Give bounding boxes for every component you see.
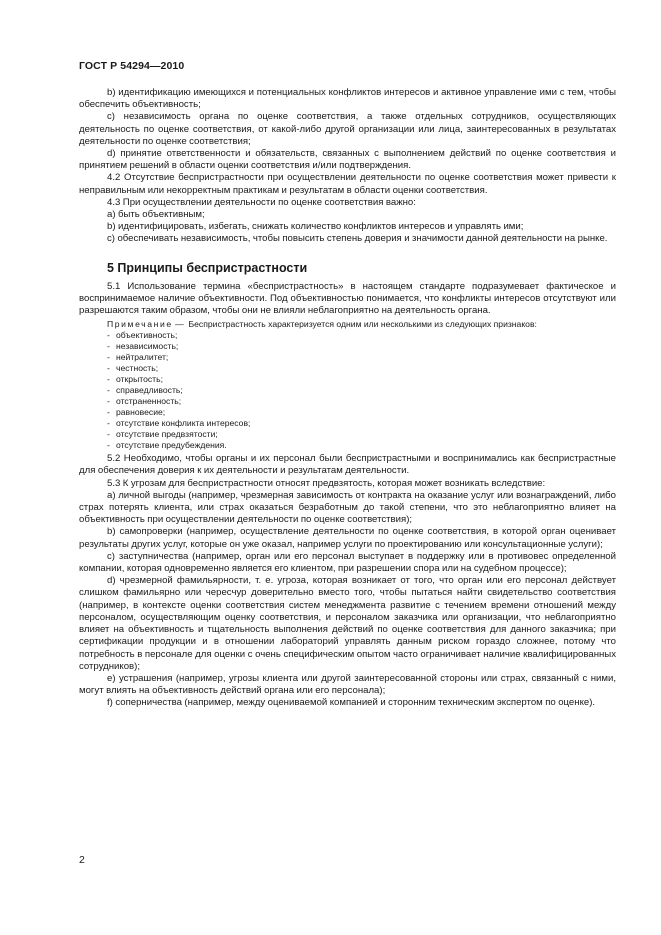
paragraph: c) обеспечивать независимость, чтобы повысить степень доверия и значимости данной деятельности на рынке.: [107, 233, 608, 245]
document-header: ГОСТ Р 54294—2010: [79, 60, 185, 72]
paragraph: 4.3 При осуществлении деятельности по оценке соответствия важно:: [107, 196, 416, 208]
list-item: - отсутствие предвзятости;: [107, 429, 616, 440]
list-item: - объективность;: [107, 330, 616, 341]
list-item: - независимость;: [107, 341, 616, 352]
spacer: [79, 246, 616, 260]
page-number: 2: [79, 854, 85, 866]
list-item: - нейтралитет;: [107, 352, 616, 363]
paragraph: d) принятие ответственности и обязательств, связанных с выполнением действий по оценке соответствия и принятием решений в области оценки соответствия и/или подтверждения.: [79, 148, 616, 172]
list-item: - честность;: [107, 363, 616, 374]
paragraph: c) независимость органа по оценке соответствия, а также отдельных сотрудников, осуществляющих деятельность по оценке соответствия, от какой-либо другой организации или лица, заинтересованных в результатах деятельности по оценке соответствия;: [79, 111, 616, 147]
paragraph: 5.3 К угрозам для беспристрастности относят предвзятость, которая может возникать вследствие:: [107, 477, 546, 489]
paragraph: 5.1 Использование термина «беспристрастность» в настоящем стандарте подразумевает фактическое и воспринимаемое наличие объективности. Под объективностью понимается, что конфликты интересов отсутствуют или разрешаются таким образом, чтобы они не влияли неблагоприятно на деятельность органа.: [79, 280, 616, 317]
paragraph: e) устрашения (например, угрозы клиента или другой заинтересованной стороны или страх, связанный с ними, могут влиять на объективность действий органа или его персонала);: [79, 672, 616, 697]
paragraph: 5.2 Необходимо, чтобы органы и их персонал были беспристрастными и воспринимались как беспристрастные для обеспечения доверия к их деятельности и результатам деятельности.: [79, 453, 616, 477]
paragraph: d) чрезмерной фамильярности, т. е. угроза, которая возникает от того, что орган или его персонал действует слишком фамильярно или чересчур доверительно вместо того, чтобы пытаться найти свидетельство соответствия (например, в контексте оценки соответствия систем менеджмента развитие с течением времени отношений между персоналом, осуществляющим оценку соответствия, и персоналом заказчика или организации, что неблагоприятно влияет на объективность и тщательность выполнения действий по оценке соответствия для данного заказчика; при сертификации продукции и в отношении лабораторий управлять данным риском гораздо сложнее, потому что потребность в персонале для оценки с очень специфическим опытом часто ограничивает наличие квалифицированных сотрудников);: [79, 575, 616, 672]
note-title: Примечание — Беспристрастность характеризуется одним или несколькими из следующих признаков:: [107, 319, 537, 330]
paragraph: b) идентифицировать, избегать, снижать количество конфликтов интересов и управлять ими;: [107, 221, 524, 233]
list-item: - равновесие;: [107, 407, 616, 418]
list-item: - справедливость;: [107, 385, 616, 396]
section-heading: 5 Принципы беспристрастности: [107, 260, 308, 275]
paragraph: a) личной выгоды (например, чрезмерная зависимость от контракта на оказание услуг или вознаграждений, либо страх потерять клиента, или страх оказаться безработным до такой степени, что это неблагоприятно влияет на объективность при осуществлении деятельности по оценке соответствия);: [79, 489, 616, 526]
list-item: - отстраненность;: [107, 396, 616, 407]
page-body: [79, 87, 616, 710]
paragraph: b) идентификацию имеющихся и потенциальных конфликтов интересов и активное управление ими с тем, чтобы обеспечить объективность;: [79, 87, 616, 111]
note-block: [79, 319, 616, 451]
paragraph: 4.2 Отсутствие беспристрастности при осуществлении деятельности по оценке соответствия может привести к неправильным или некорректным практикам и результатам в области оценки соответствия.: [79, 172, 616, 196]
paragraph: b) самопроверки (например, осуществление деятельности по оценке соответствия, в которой орган оценивает результаты других услуг, которые он уже оказал, например услуги по проектированию или консультационные услуги);: [79, 526, 616, 550]
note-list: [79, 330, 616, 451]
section-paragraphs: [79, 453, 616, 709]
list-item: - открытость;: [107, 374, 616, 385]
list-item: - отсутствие конфликта интересов;: [107, 418, 616, 429]
paragraph: f) соперничества (например, между оцениваемой компанией и сторонним техническим экспертом по оценке).: [107, 697, 596, 709]
note-label: Примечание: [107, 319, 173, 330]
paragraph: a) быть объективным;: [107, 209, 205, 221]
note-text: Беспристрастность характеризуется одним или несколькими из следующих признаков:: [188, 319, 537, 330]
list-item: - отсутствие предубеждения.: [107, 440, 616, 451]
paragraph: c) заступничества (например, орган или его персонал выступает в поддержку или в противовес определенной компании, которая одновременно является его клиентом, при разрешении спора или на судебном процессе);: [79, 550, 616, 575]
